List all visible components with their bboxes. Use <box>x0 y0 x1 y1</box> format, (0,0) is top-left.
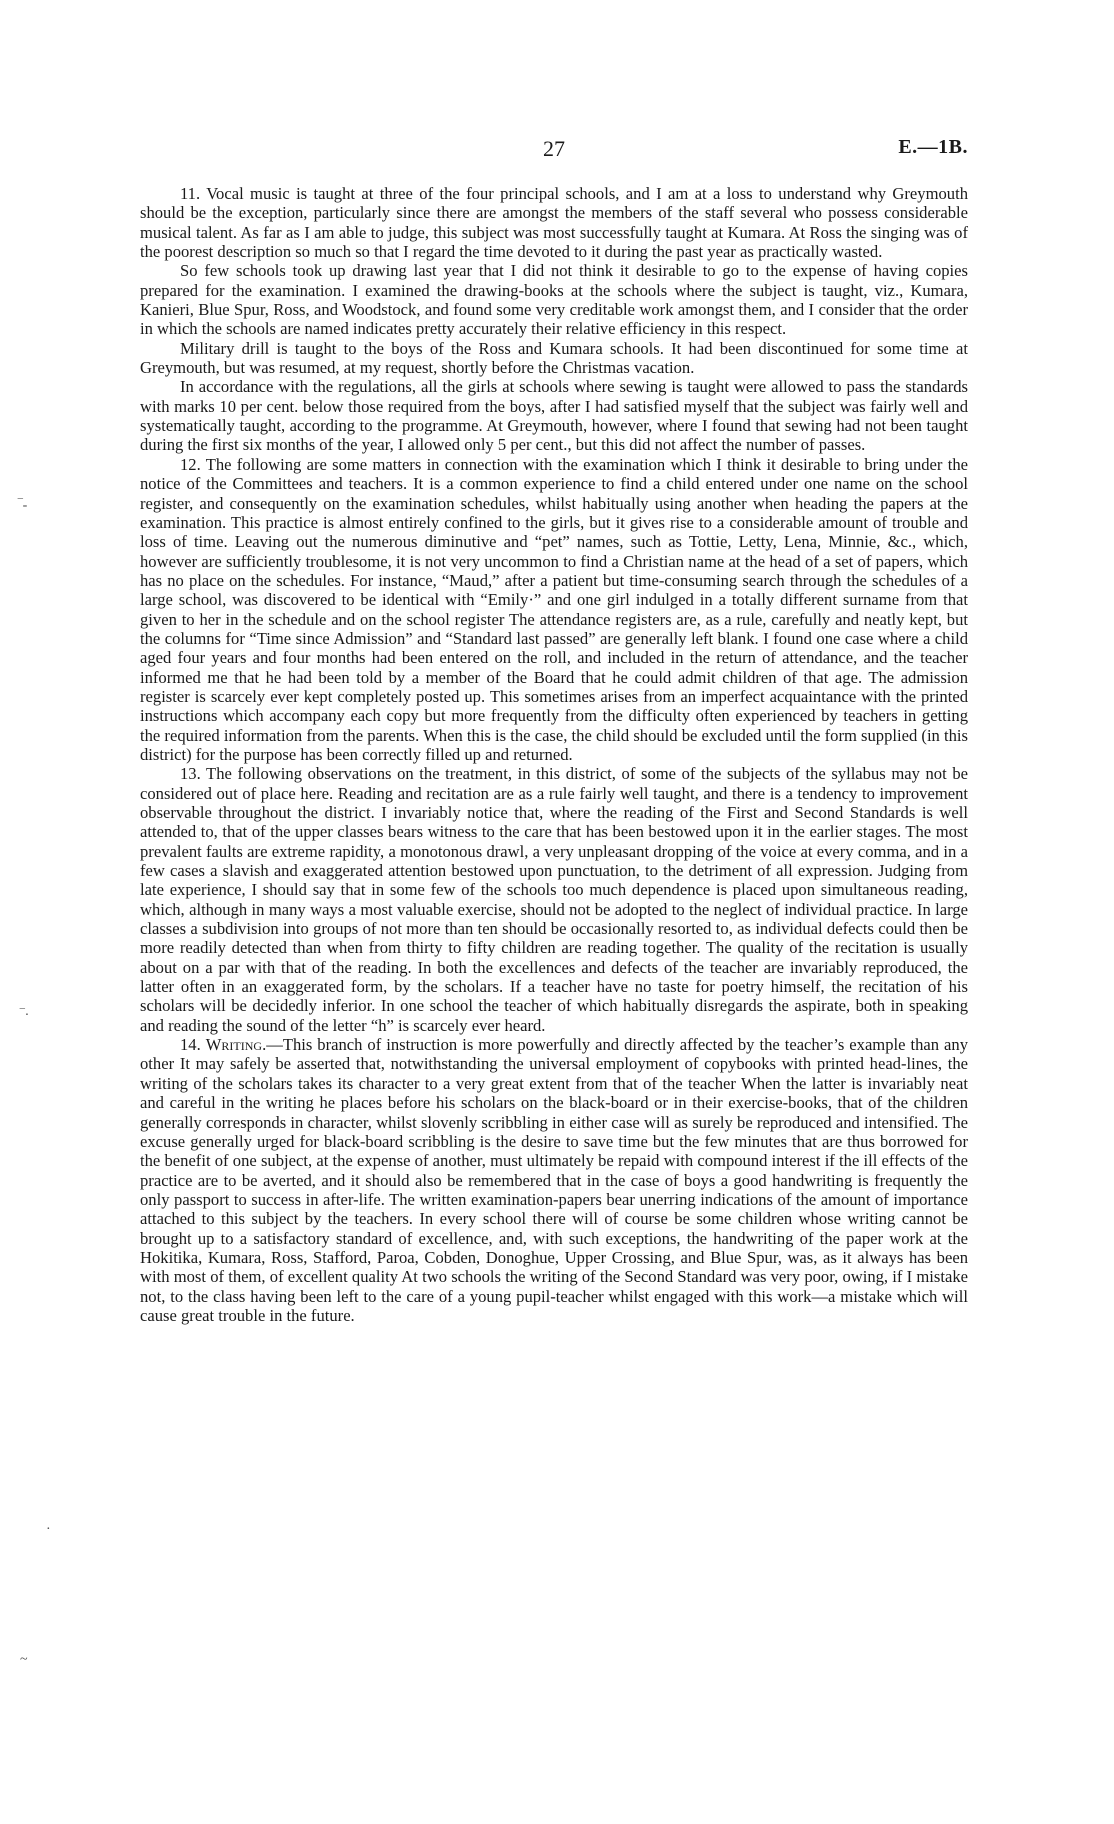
paragraph-14-text: This branch of instruction is more powerfully and directly affected by the teacher’s example than any other It may safely be asserted that, notwithstanding the universal employment of copybooks with printed head-lines, the writing of the scholars takes its character to a very great extent from that of the teacher When the latter is invariably neat and careful in the writing he places before his scholars on the black-board or in their exercise-books, that of the children generally corresponds in character, whilst slovenly scribbling in either case will as surely be reproduced and intensified. The excuse generally urged for black-board scribbling is the desire to save time but the few minutes that are thus borrowed for the benefit of one subject, at the expense of another, must ultimately be repaid with compound interest if the ill effects of the practice are to be averted, and it should also be remembered that in the case of boys a good handwriting is frequently the only passport to success in after-life. The written examination-papers bear unerring indications of the amount of importance attached to this subject by the teachers. In every school there will of course be some children whose writing cannot be brought up to a satisfactory standard of excellence, and, with such exceptions, the handwriting of the paper work at the Hokitika, Kumara, Ross, Stafford, Paroa, Cobden, Donoghue, Upper Crossing, and Blue Spur, was, as it always has been with most of them, of excellent quality At two schools the writing of the Second Standard was very poor, owing, if I mistake not, to the class having been left to the care of a young pupil-teacher whilst engaged with this work—a mistake which will cause great trouble in the future. <box>140 1035 968 1325</box>
margin-mark-4: ~ <box>20 1652 28 1667</box>
body-text <box>140 184 968 1325</box>
document-page <box>140 136 968 1325</box>
paragraph-14-number: 14. <box>180 1035 201 1055</box>
paragraph-sewing: In accordance with the regulations, all the girls at schools where sewing is taught were allowed to pass the standards with marks 10 per cent. below those required from the boys, after I had satisfied myself that the subject was fairly well and systematically taught, according to the programme. At Greymouth, however, where I found that sewing had not been taught during the first six months of the year, I allowed only 5 per cent., but this did not affect the number of passes. <box>140 377 968 455</box>
paragraph-14-heading: Writing.— <box>205 1035 283 1055</box>
margin-mark-3: · <box>46 1522 51 1537</box>
paragraph-12: 12. The following are some matters in connection with the examination which I think it desirable to bring under the notice of the Committees and teachers. It is a common experience to find a child entered under one name on the school register, and consequently on the examination schedules, whilst habitually using another when heading the papers at the examination. This practice is almost entirely confined to the girls, but it gives rise to a considerable amount of trouble and loss of time. Leaving out the numerous diminutive and “pet” names, such as Tottie, Letty, Lena, Minnie, &c., which, however are sufficiently troublesome, it is not very uncommon to find a Christian name at the head of a set of papers, which has no place on the schedules. For instance, “Maud,” after a patient but time-consuming search through the schedules of a large school, was discovered to be identical with “Emily·” and one girl indulged in a totally different surname from that given to her in the schedule and on the school register The attendance registers are, as a rule, carefully and neatly kept, but the columns for “Time since Admission” and “Standard last passed” are generally left blank. I found one case where a child aged four years and four months had been entered on the roll, and included in the return of attendance, and the teacher informed me that he had been told by a member of the Board that he could admit children of that age. The admission register is scarcely ever kept completely posted up. This sometimes arises from an imperfect acquaintance with the printed instructions which accompany each copy but more frequently from the difficulty often experienced by teachers in getting the required information from the parents. When this is the case, the child should be excluded until the form supplied (in this district) for the purpose has been correctly filled up and returned. <box>140 454 968 764</box>
paragraph-13: 13. The following observations on the treatment, in this district, of some of the subjects of the syllabus may not be considered out of place here. Reading and recitation are as a rule fairly well taught, and there is a tendency to improvement observable throughout the district. I invariably notice that, where the reading of the First and Second Standards is well attended to, that of the upper classes bears witness to the care that has been bestowed upon it in the earlier stages. The most prevalent faults are extreme rapidity, a monotonous drawl, a very unpleasant dropping of the voice at every comma, and in a few cases a slavish and exaggerated attention bestowed upon punctuation, to the detriment of all expression. Judging from late experience, I should say that in some few of the schools too much dependence is placed upon simultaneous reading, which, although in many ways a most valuable exercise, should not be adopted to the neglect of individual practice. In large classes a subdivision into groups of not more than ten should be occasionally resorted to, as individual defects could then be more readily detected than when from thirty to fifty children are reading together. The quality of the recitation is usually about on a par with that of the reading. In both the excellences and defects of the teacher are invariably reproduced, the latter often in an exaggerated form, by the scholars. If a teacher have no taste for poetry himself, the recitation of his scholars will be decidedly inferior. In one school the teacher of which habitually disregards the aspirate, both in speaking and reading the sound of the letter “h” is scarcely ever heard. <box>140 764 968 1035</box>
page-header <box>140 136 968 170</box>
margin-mark-1: ‾- <box>18 498 28 513</box>
paragraph-drawing: So few schools took up drawing last year that I did not think it desirable to go to the expense of having copies prepared for the examination. I examined the drawing-books at the schools where the subject is taught, viz., Kumara, Kanieri, Blue Spur, Ross, and Woodstock, and found some very creditable work amongst them, and I consider that the order in which the schools are named indicates pretty accurately their relative efficiency in this respect. <box>140 261 968 339</box>
paragraph-14 <box>140 1035 968 1325</box>
paragraph-11: 11. Vocal music is taught at three of the four principal schools, and I am at a loss to understand why Greymouth should be the exception, particularly since there are amongst the members of the staff several who possess considerable musical talent. As far as I am able to judge, this subject was most successfully taught at Kumara. At Ross the singing was of the poorest description so much so that I regard the time devoted to it during the past year as practically wasted. <box>140 184 968 262</box>
page-number: 27 <box>543 136 565 161</box>
paragraph-military-drill: Military drill is taught to the boys of the Ross and Kumara schools. It had been discontinued for some time at Greymouth, but was resumed, at my request, shortly before the Christmas vacation. <box>140 338 968 378</box>
margin-mark-2: ‾· <box>20 1008 30 1023</box>
document-reference: E.—1B. <box>898 136 968 158</box>
